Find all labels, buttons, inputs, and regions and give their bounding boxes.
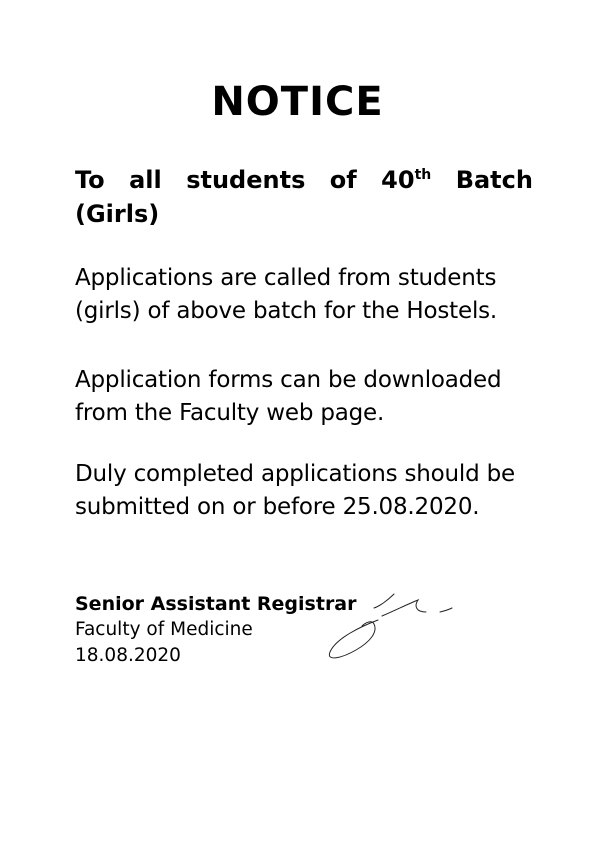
- heading-line-2: (Girls): [75, 200, 160, 228]
- heading-word: Batch: [455, 166, 533, 194]
- paragraph-line: Duly completed applications should be: [75, 461, 515, 487]
- paragraph-deadline: [75, 458, 535, 524]
- heading-word: of: [329, 166, 357, 194]
- notice-heading: [75, 163, 533, 231]
- batch-number: [381, 163, 431, 197]
- paragraph-forms: [75, 364, 535, 430]
- heading-line-1: [75, 163, 533, 197]
- paragraph-line: from the Faculty web page.: [75, 400, 385, 426]
- paragraph-line: Application forms can be downloaded: [75, 367, 502, 393]
- handwritten-signature: [322, 586, 462, 676]
- heading-word: students: [186, 166, 306, 194]
- notice-title: NOTICE: [211, 79, 384, 125]
- heading-word: all: [129, 166, 162, 194]
- signatory-title: Senior Assistant Registrar: [75, 593, 357, 615]
- paragraph-applications: [75, 262, 535, 328]
- batch-number-value: 40: [381, 166, 415, 194]
- paragraph-line: Applications are called from students: [75, 265, 497, 291]
- paragraph-line: submitted on or before 25.08.2020.: [75, 494, 480, 520]
- heading-word: To: [75, 166, 105, 194]
- batch-number-suffix: th: [414, 167, 432, 183]
- signatory-date: 18.08.2020: [75, 645, 181, 666]
- paragraph-line: (girls) of above batch for the Hostels.: [75, 298, 498, 324]
- signatory-department: Faculty of Medicine: [75, 619, 253, 640]
